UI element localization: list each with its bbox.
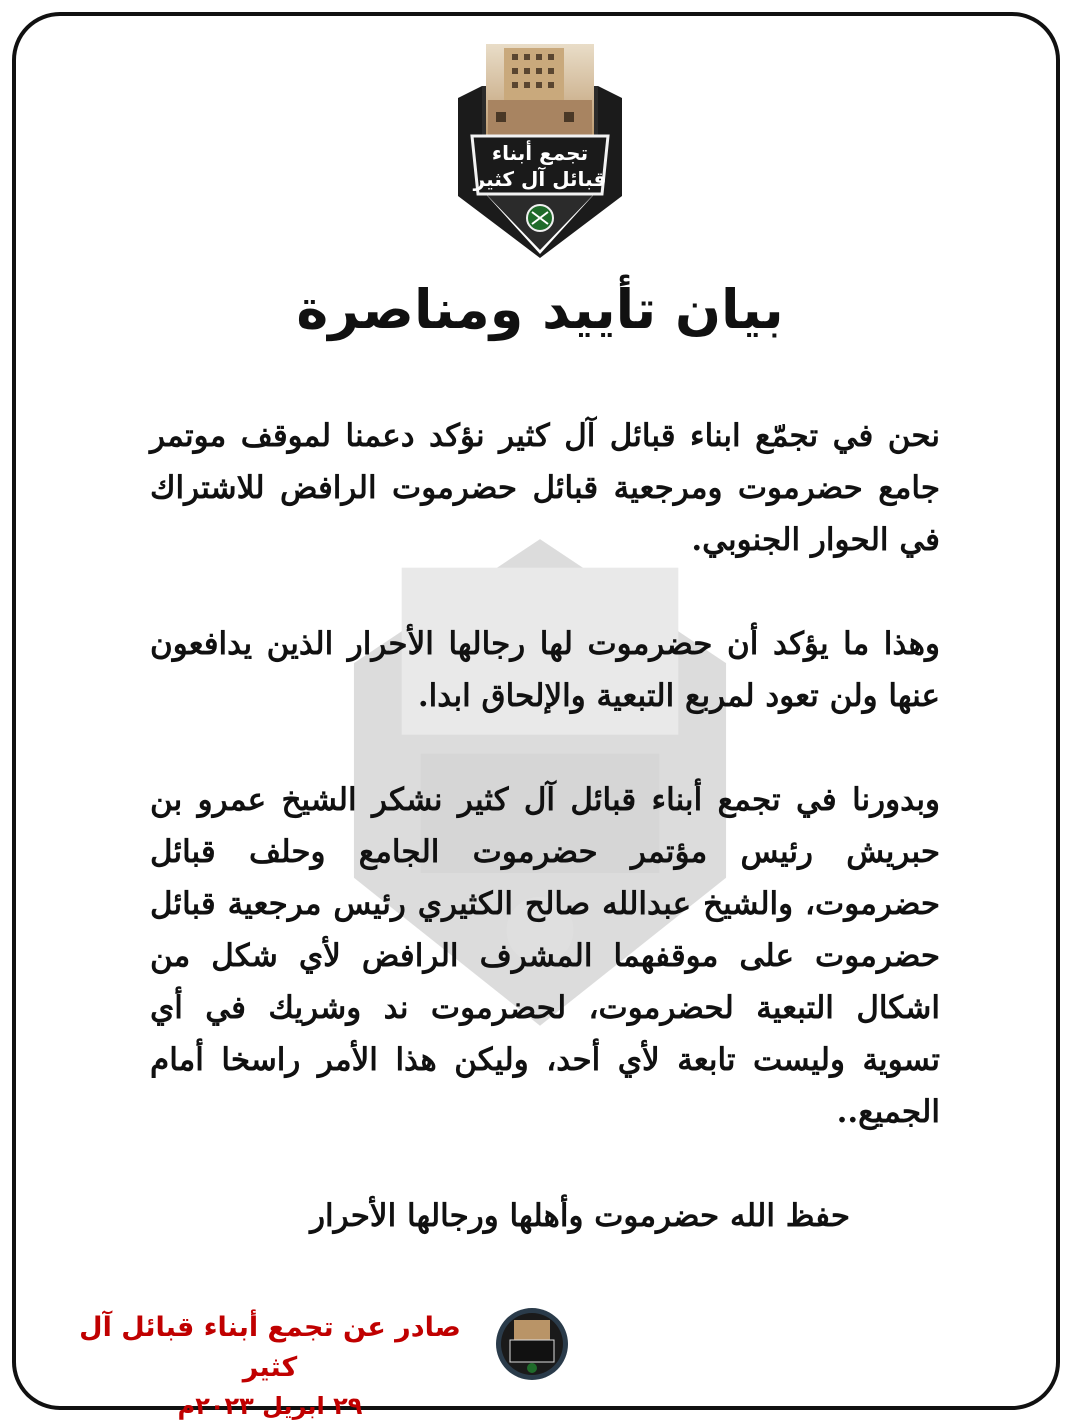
paragraph-3: وبدورنا في تجمع أبناء قبائل آل كثير نشكر الشيخ عمرو بن حبريش رئيس مؤتمر حضرموت الجامع وحلف قبائل حضرموت، والشيخ عبدالله صالح الكثيري رئيس مرجعية قبائل حضرموت على موقفهما المشرف الرافض لأي شكل من اشكال التبعية لحضرموت، لحضرموت ند وشريك في أي تسوية وليست تابعة لأي أحد، وليكن هذا الأمر راسخا أمام الجميع..: [150, 782, 940, 1130]
tribal-gathering-logo: [452, 40, 628, 258]
footer-round-logo: [494, 1306, 570, 1382]
logo-text-line1: تجمع أبناء: [491, 141, 589, 165]
closing-line: حفظ الله حضرموت وأهلها ورجالها الأحرار: [310, 1198, 850, 1234]
footer-issued-by: صادر عن تجمع أبناء قبائل آل كثير: [79, 1312, 461, 1383]
footer-date: ٢٩ ابريل ٢٠٢٣م: [177, 1392, 363, 1420]
logo-text-line2: قبائل آل كثير: [473, 167, 607, 191]
paragraph-2: وهذا ما يؤكد أن حضرموت لها رجالها الأحرار الذين يدافعون عنها ولن تعود لمربع التبعية والإلحاق ابدا.: [150, 626, 940, 714]
paragraph-1: نحن في تجمّع ابناء قبائل آل كثير نؤكد دعمنا لموقف موتمر جامع حضرموت ومرجعية قبائل حضرموت الرافض للاشتراك في الحوار الجنوبي.: [150, 418, 940, 558]
footer-issuer-block: [60, 1308, 480, 1424]
statement-title: بيان تأييد ومناصرة: [296, 278, 784, 341]
statement-body: [150, 410, 940, 1242]
